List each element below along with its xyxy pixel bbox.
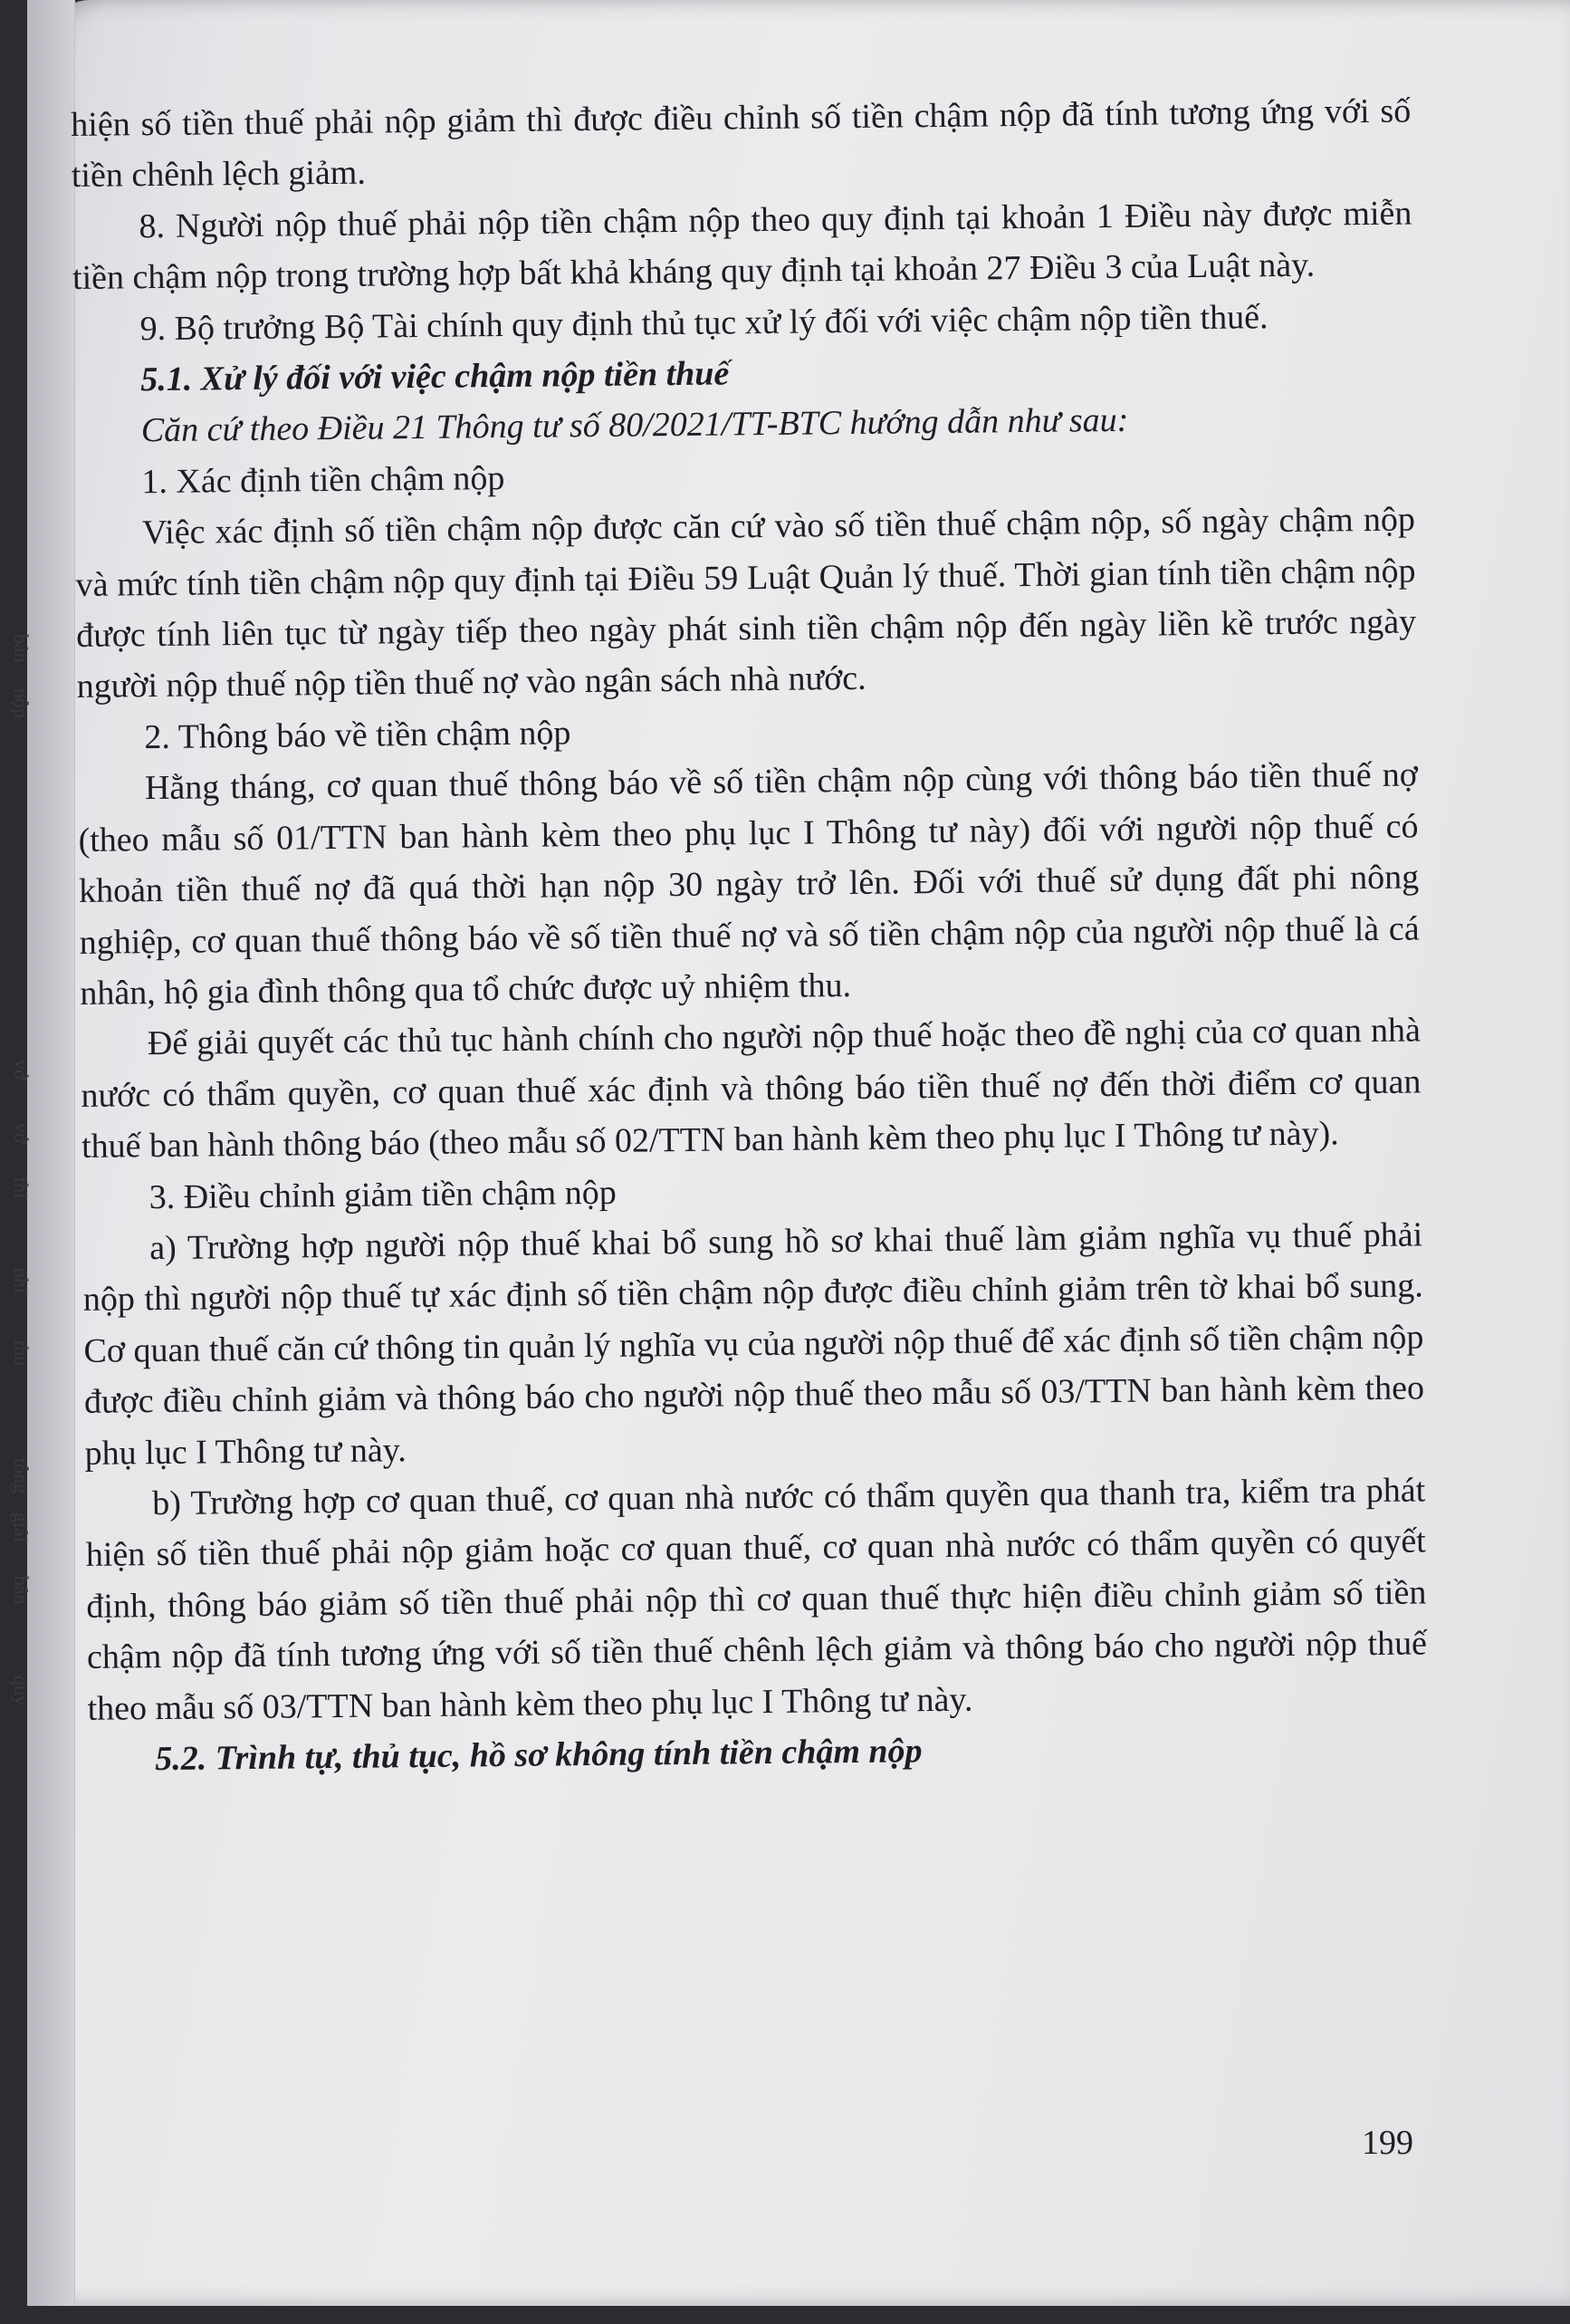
margin-fragment: nộp bbox=[10, 688, 33, 718]
margin-fragment: vớ bbox=[10, 1060, 33, 1080]
margin-fragment: tông bbox=[10, 1458, 33, 1494]
item-3-b: b) Trường hợp cơ quan thuế, cơ quan nhà nước có thẩm quyền qua thanh tra, kiểm tra phát hiện số tiền thuế phải nộp giảm hoặc cơ quan thuế, cơ quan nhà nước có thẩm quyền có quyết định, thông báo giảm số tiền thuế phải nộp thì cơ quan thuế thực hiện điều chỉnh giảm số tiền chậm nộp đã tính tương ứng với số tiền thuế chênh lệch giảm và thông báo cho người nộp thuế theo mẫu số 03/TTN ban hành kèm theo phụ lục I Thông tư này. bbox=[85, 1471, 1428, 1728]
margin-fragment: quy bbox=[10, 1676, 33, 1705]
item-3-title: 3. Điều chỉnh giảm tiền chậm nộp bbox=[148, 1173, 617, 1216]
item-1-text: Việc xác định số tiền chậm nộp được căn cứ vào số tiền thuế chậm nộp, số ngày chậm nộp và mức tính tiền chậm nộp quy định tại Điều 59 Luật Quản lý thuế. Thời gian tính tiền chậm nộp được tính liên tục từ ngày tiếp theo ngày phát sinh tiền chậm nộp đến ngày liền kề trước ngày người nộp thuế nộp tiền thuế nợ vào ngân sách nhà nước. bbox=[75, 500, 1417, 706]
margin-fragment: bản bbox=[10, 634, 33, 663]
section-intro: Căn cứ theo Điều 21 Thông tư số 80/2021/TT-BTC hướng dẫn như sau: bbox=[140, 401, 1129, 450]
section-heading-5-1: 5.1. Xử lý đối với việc chậm nộp tiền thuế bbox=[140, 354, 730, 399]
margin-fragment: bản bbox=[10, 1576, 33, 1605]
item-2-text-2: Để giải quyết các thủ tục hành chính cho người nộp thuế hoặc theo đề nghị của cơ quan nhà nước có thẩm quyền, cơ quan thuế xác định và thông báo tiền thuế nợ đến thời điểm cơ quan thuế ban hành thông báo (theo mẫu số 02/TTN ban hành kèm theo phụ lục I Thông tư này). bbox=[81, 1011, 1422, 1167]
paragraph-item-8: 8. Người nộp thuế phải nộp tiền chậm nộp theo quy định tại khoản 1 Điều này được miễn tiền chậm nộp trong trường hợp bất khả kháng quy định tại khoản 27 Điều 3 của Luật này. bbox=[72, 194, 1412, 298]
paragraph-item-9: 9. Bộ trưởng Bộ Tài chính quy định thủ tục xử lý đối với việc chậm nộp tiền thuế. bbox=[139, 297, 1268, 348]
margin-fragment: thu bbox=[10, 1340, 33, 1367]
section-heading-5-2: 5.2. Trình tự, thủ tục, hồ sơ không tính tiền chậm nộp bbox=[154, 1732, 923, 1779]
item-2-text-1: Hằng tháng, cơ quan thuế thông báo về số tiền chậm nộp cùng với thông báo tiền thuế nợ (theo mẫu số 01/TTN ban hành kèm theo phụ lục I Thông tư này) đối với người nộp thuế có khoản tiền thuế nợ đã quá thời hạn nộp 30 ngày trở lên. Đối với thuế sử dụng đất phi nông nghiệp, cơ quan thuế thông báo về số tiền thuế nợ và số tiền chậm nộp của người nộp thuế là cá nhân, hộ gia đình thông qua tổ chức được uỷ nhiệm thu. bbox=[78, 755, 1420, 1013]
facing-page-edge bbox=[10, 0, 75, 2306]
page-number: 199 bbox=[1362, 2124, 1413, 2162]
item-3-a: a) Trường hợp người nộp thuế khai bổ sung hồ sơ khai thuế làm giảm nghĩa vụ thuế phải nộp thì người nộp thuế tự xác định số tiền chậm nộp được điều chỉnh giảm trên tờ khai bổ sung. Cơ quan thuế căn cứ thông tin quản lý nghĩa vụ của người nộp thuế để xác định số tiền chậm nộp được điều chỉnh giảm và thông báo cho người nộp thuế theo mẫu số 03/TTN ban hành kèm theo phụ lục I Thông tư này. bbox=[82, 1215, 1425, 1473]
item-2-title: 2. Thông báo về tiền chậm nộp bbox=[144, 714, 571, 757]
book-page bbox=[10, 0, 1570, 2306]
margin-fragment: giải bbox=[10, 1513, 33, 1542]
page-body bbox=[71, 86, 1428, 1786]
item-1-title: 1. Xác định tiền chậm nộp bbox=[141, 458, 505, 502]
paragraph-continuation: hiện số tiền thuế phải nộp giảm thì được điều chỉnh số tiền chậm nộp đã tính tương ứng với số tiền chênh lệch giảm. bbox=[71, 91, 1412, 196]
margin-fragment: thi bbox=[10, 1177, 33, 1199]
margin-fragment: vớ bbox=[10, 1123, 33, 1144]
margin-fragment: nhi bbox=[10, 1268, 33, 1294]
